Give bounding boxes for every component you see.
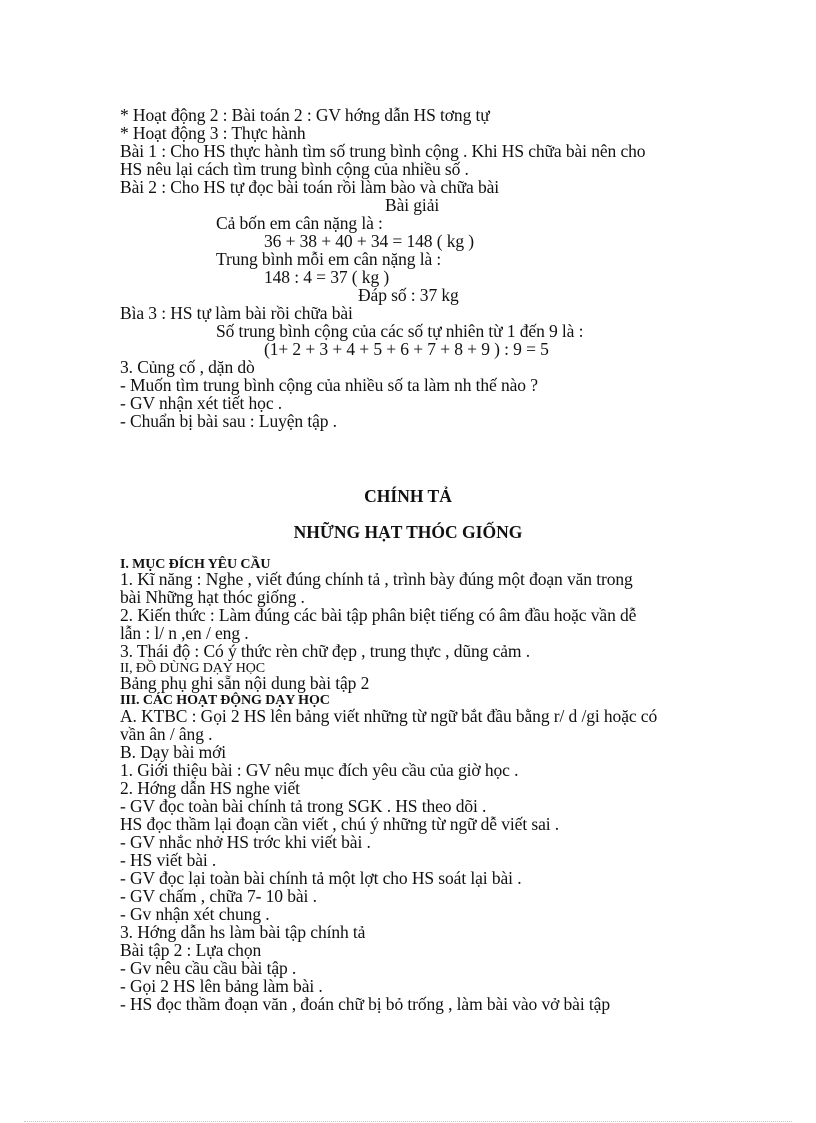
text-line: lẫn : l/ n ,en / eng .	[120, 623, 249, 643]
text-line: 36 + 38 + 40 + 34 = 148 ( kg )	[264, 231, 475, 251]
text-line: B. Dạy bài mới	[120, 742, 227, 762]
text-line: 3. Củng cố , dặn dò	[120, 357, 255, 377]
text-line: Bài tập 2 : Lựa chọn	[120, 940, 262, 960]
text-line: 3. Hớng dẫn hs làm bài tập chính tả	[120, 922, 366, 942]
text-line: - GV nhắc nhở HS trớc khi viết bài .	[120, 832, 371, 852]
text-line: Đáp số : 37 kg	[358, 285, 459, 305]
text-line: Bìa 3 : HS tự làm bài rồi chữa bài	[120, 303, 353, 323]
text-line: - HS viết bài .	[120, 850, 217, 870]
text-line: 1. Giới thiệu bài : GV nêu mục đích yêu cầu của giờ học .	[120, 760, 519, 780]
text-line: - Gọi 2 HS lên bảng làm bài .	[120, 976, 323, 996]
text-line: * Hoạt động 3 : Thực hành	[120, 123, 306, 143]
text-line: - GV chấm , chữa 7- 10 bài .	[120, 886, 317, 906]
page-bottom-divider	[24, 1121, 792, 1122]
text-line: 1. Kĩ năng : Nghe , viết đúng chính tả , trình bày đúng một đoạn văn trong	[120, 569, 633, 589]
text-line: - GV đọc lại toàn bài chính tả một lợt cho HS soát lại bài .	[120, 868, 522, 888]
text-line: Số trung bình cộng của các số tự nhiên từ 1 đến 9 là :	[216, 321, 584, 341]
text-line: vần ân / âng .	[120, 724, 213, 744]
lesson-title: NHỮNG HẠT THÓC GIỐNG	[293, 522, 523, 542]
lesson-subject: CHÍNH TẢ	[364, 486, 452, 506]
section-heading: II, ĐỒ DÙNG DẠY HỌC	[120, 661, 265, 676]
text-line: Bài giải	[385, 195, 440, 215]
section-heading: I. MỤC ĐÍCH YÊU CẦU	[120, 557, 271, 572]
text-line: HS nêu lại cách tìm trung bình cộng của nhiều số .	[120, 159, 469, 179]
text-line: A. KTBC : Gọi 2 HS lên bảng viết những từ ngữ bắt đầu bằng r/ d /gi hoặc có	[120, 706, 658, 726]
text-line: - Chuẩn bị bài sau : Luyện tập .	[120, 411, 337, 431]
text-line: - GV đọc toàn bài chính tả trong SGK . HS theo dõi .	[120, 796, 487, 816]
text-line: Trung bình mỗi em cân nặng là :	[216, 249, 442, 269]
text-line: 2. Hớng dẫn HS nghe viết	[120, 778, 300, 798]
text-line: 148 : 4 = 37 ( kg )	[264, 267, 390, 287]
text-line: 3. Thái độ : Có ý thức rèn chữ đẹp , trung thực , dũng cảm .	[120, 641, 530, 661]
text-line: - Gv nhận xét chung .	[120, 904, 270, 924]
text-line: Bài 2 : Cho HS tự đọc bài toán rồi làm bào và chữa bài	[120, 177, 500, 197]
text-line: Cả bốn em cân nặng là :	[216, 213, 383, 233]
text-line: - HS đọc thầm đoạn văn , đoán chữ bị bỏ trống , làm bài vào vở bài tập	[120, 994, 610, 1014]
text-line: - Muốn tìm trung bình cộng của nhiều số ta làm nh thế nào ?	[120, 375, 538, 395]
text-line: Bài 1 : Cho HS thực hành tìm số trung bình cộng . Khi HS chữa bài nên cho	[120, 141, 646, 161]
text-line: Bảng phụ ghi sẵn nội dung bài tập 2	[120, 673, 370, 693]
text-line: bài Những hạt thóc giống .	[120, 587, 305, 607]
section-heading: III. CÁC HOẠT ĐỘNG DẠY HỌC	[120, 693, 330, 708]
text-line: * Hoạt động 2 : Bài toán 2 : GV hớng dẫn HS tơng tự	[120, 105, 490, 125]
text-line: HS đọc thầm lại đoạn cần viết , chú ý những từ ngữ dễ viết sai .	[120, 814, 560, 834]
text-line: (1+ 2 + 3 + 4 + 5 + 6 + 7 + 8 + 9 ) : 9 = 5	[264, 339, 549, 359]
text-line: - Gv nêu cầu cầu bài tập .	[120, 958, 297, 978]
text-line: - GV nhận xét tiết học .	[120, 393, 283, 413]
text-line: 2. Kiến thức : Làm đúng các bài tập phân biệt tiếng có âm đầu hoặc vần dễ	[120, 605, 637, 625]
